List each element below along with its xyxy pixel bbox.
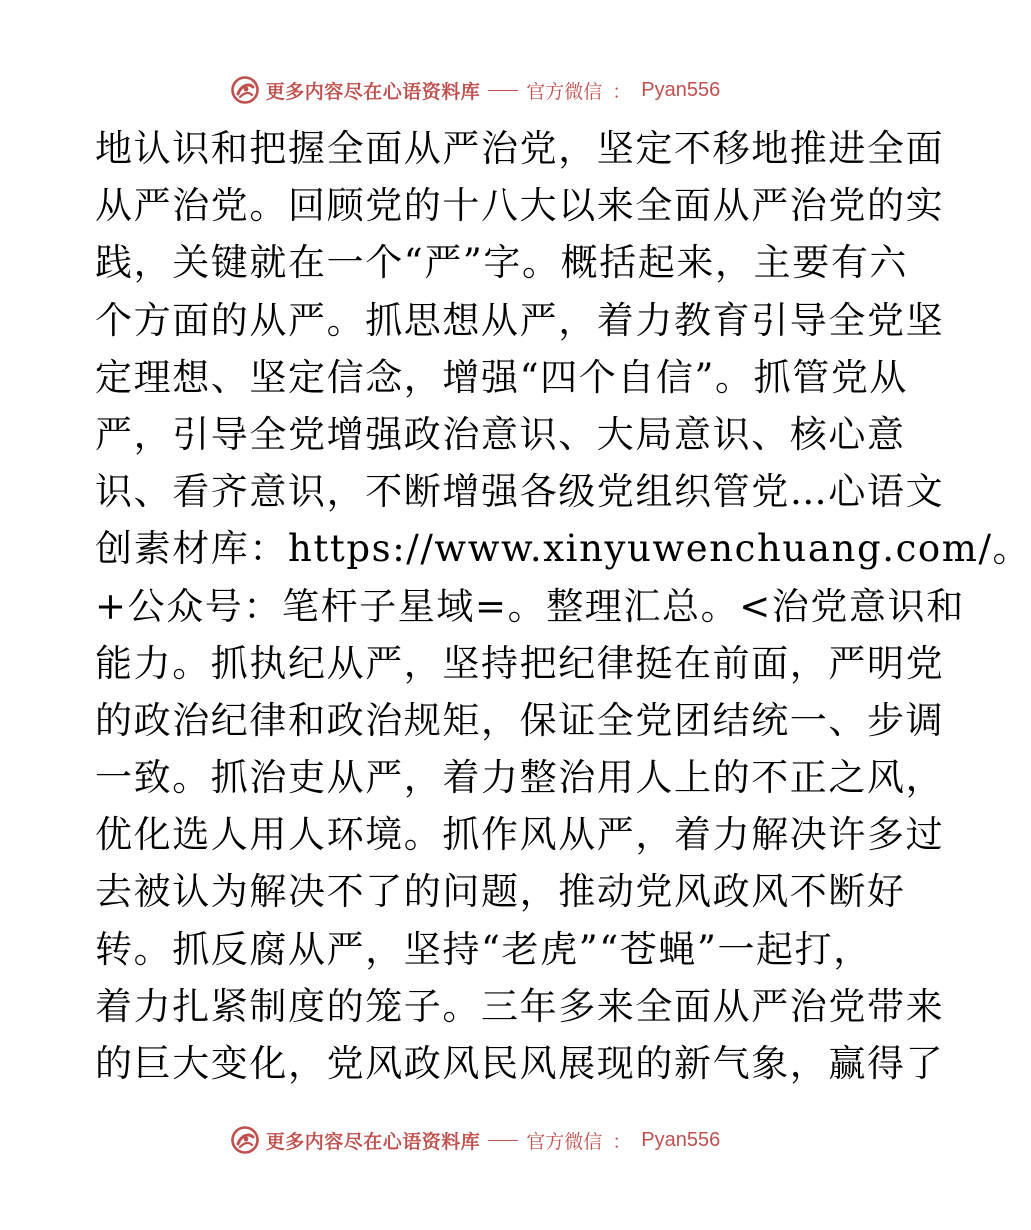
header-official-label: 官方微信 xyxy=(526,80,603,103)
header-dash-divider xyxy=(488,90,518,91)
body-line: 去被认为解决不了的问题，推动党风政风不断好 xyxy=(95,870,906,914)
body-line: 定理想、坚定信念，增强“四个自信”。抓管党从 xyxy=(95,355,909,399)
body-line: 识、看齐意识，不断增强各级党组织管党…心语文 xyxy=(95,470,945,514)
body-line: 创素材库：https://www.xinyuwenchuang.com/。 xyxy=(95,527,1031,571)
body-line: 从严治党。回顾党的十八大以来全面从严治党的实 xyxy=(95,184,945,228)
footer-separator: ： xyxy=(612,1130,632,1153)
body-line: 严，引导全党增强政治意识、大局意识、核心意 xyxy=(95,412,906,456)
footer-wechat-id: Pyan556 xyxy=(641,1128,721,1151)
body-line: 着力扎紧制度的笼子。三年多来全面从严治党带来 xyxy=(95,984,945,1028)
header-wechat-id: Pyan556 xyxy=(641,78,721,101)
body-line: 个方面的从严。抓思想从严，着力教育引导全党坚 xyxy=(95,298,945,342)
body-line: 转。抓反腐从严，坚持“老虎”“苍蝇”一起打， xyxy=(95,927,872,971)
body-line: 优化选人用人环境。抓作风从严，着力解决许多过 xyxy=(95,813,945,857)
swirl-logo-icon xyxy=(230,1125,260,1155)
footer-official-label: 官方微信 xyxy=(526,1130,603,1153)
footer-brand-text: 更多内容尽在心语资料库 xyxy=(265,1130,481,1153)
body-line: 的巨大变化，党风政风民风展现的新气象，赢得了 xyxy=(95,1042,945,1085)
swirl-logo-icon xyxy=(230,75,260,105)
header-banner-content xyxy=(230,75,721,105)
body-line: 能力。抓执纪从严，坚持把纪律挺在前面，严明党 xyxy=(95,641,945,685)
body-line: 践，关键就在一个“严”字。概括起来，主要有六 xyxy=(95,241,909,285)
document-body xyxy=(95,120,1031,1092)
header-banner xyxy=(0,70,950,110)
footer-banner xyxy=(0,1120,950,1160)
body-line: 地认识和把握全面从严治党，坚定不移地推进全面 xyxy=(95,127,945,170)
body-line: 一致。抓治吏从严，着力整治用人上的不正之风， xyxy=(95,756,945,800)
body-line: +公众号：笔杆子星域=。整理汇总。<治党意识和 xyxy=(95,584,965,628)
footer-banner-content xyxy=(230,1125,721,1155)
body-line: 的政治纪律和政治规矩，保证全党团结统一、步调 xyxy=(95,698,945,742)
header-separator: ： xyxy=(612,80,632,103)
header-brand-text: 更多内容尽在心语资料库 xyxy=(265,80,481,103)
footer-dash-divider xyxy=(488,1140,518,1141)
